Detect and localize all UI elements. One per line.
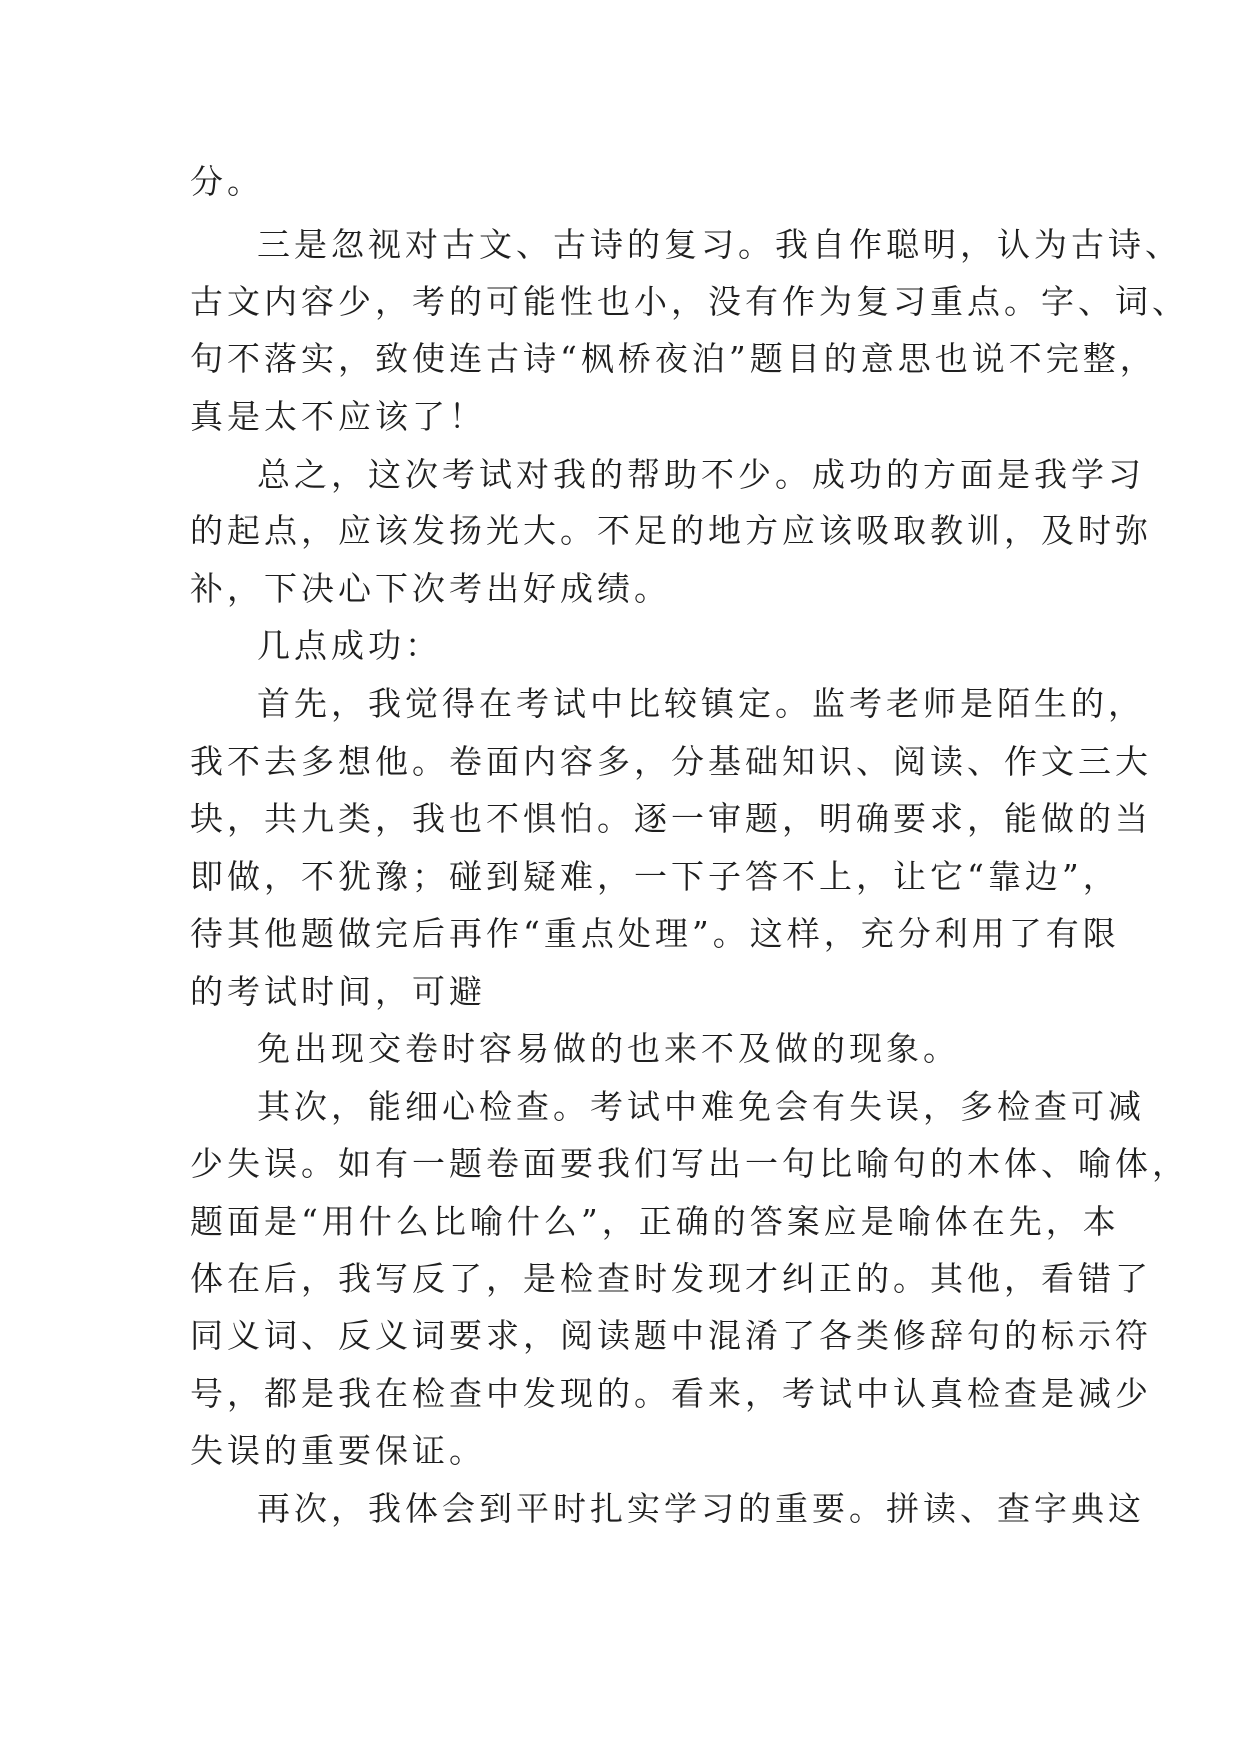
text-line: 免出现交卷时容易做的也来不及做的现象。: [257, 1029, 960, 1068]
text-line: 真是太不应该了！: [190, 397, 486, 436]
text-line: 再次，我体会到平时扎实学习的重要。拼读、查字典这: [257, 1489, 1145, 1528]
text-line: 句不落实，致使连古诗“枫桥夜泊”题目的意思也说不完整，: [190, 339, 1157, 378]
text-line: 待其他题做完后再作“重点处理”。这样，充分利用了有限: [190, 914, 1120, 953]
text-line: 几点成功：: [257, 626, 442, 665]
text-line: 我不去多想他。卷面内容多，分基础知识、阅读、作文三大: [190, 742, 1152, 781]
text-line: 号，都是我在检查中发现的。看来，考试中认真检查是减少: [190, 1374, 1152, 1413]
text-line: 总之，这次考试对我的帮助不少。成功的方面是我学习: [257, 455, 1145, 494]
text-line: 少失误。如有一题卷面要我们写出一句比喻句的木体、喻体，: [190, 1144, 1189, 1183]
text-line: 分。: [190, 162, 264, 201]
text-line: 的考试时间，可避: [190, 972, 486, 1011]
text-line: 其次，能细心检查。考试中难免会有失误，多检查可减: [257, 1087, 1145, 1126]
text-line: 失误的重要保证。: [190, 1431, 486, 1470]
text-line: 古文内容少，考的可能性也小，没有作为复习重点。字、词、: [190, 282, 1189, 321]
text-line: 三是忽视对古文、古诗的复习。我自作聪明，认为古诗、: [257, 225, 1182, 264]
text-line: 同义词、反义词要求，阅读题中混淆了各类修辞句的标示符: [190, 1316, 1152, 1355]
text-line: 块，共九类，我也不惧怕。逐一审题，明确要求，能做的当: [190, 799, 1152, 838]
text-line: 题面是“用什么比喻什么”，正确的答案应是喻体在先，本: [190, 1202, 1120, 1241]
text-line: 首先，我觉得在考试中比较镇定。监考老师是陌生的，: [257, 684, 1145, 723]
text-line: 体在后，我写反了，是检查时发现才纠正的。其他，看错了: [190, 1259, 1152, 1298]
text-line: 即做，不犹豫；碰到疑难，一下子答不上，让它“靠边”，: [190, 857, 1120, 896]
text-line: 的起点，应该发扬光大。不足的地方应该吸取教训，及时弥: [190, 511, 1152, 550]
text-line: 补，下决心下次考出好成绩。: [190, 569, 671, 608]
